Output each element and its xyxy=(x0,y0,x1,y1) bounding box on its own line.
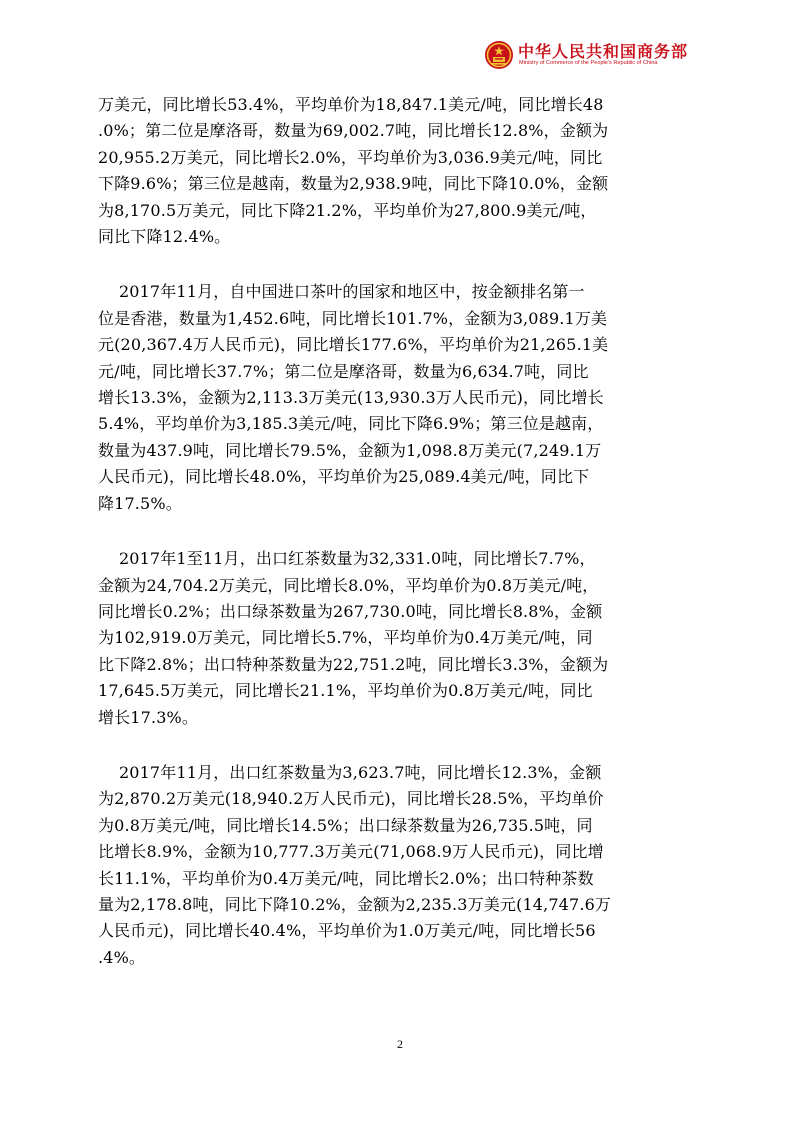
text-line: 增长17.3%。 xyxy=(98,707,199,727)
text-line: 20,955.2万美元，同比增长2.0%，平均单价为3,036.9美元/吨，同比 xyxy=(98,147,603,167)
text-line: 下降9.6%；第三位是越南，数量为2,938.9吨，同比下降10.0%，金额 xyxy=(98,174,609,194)
text-line: 长11.1%，平均单价为0.4万美元/吨，同比增长2.0%；出口特种茶数 xyxy=(98,868,594,888)
text-line: 2017年11月，自中国进口茶叶的国家和地区中，按金额排名第一 xyxy=(98,282,585,302)
ministry-name-en: Ministry of Commerce of the People's Republic of China xyxy=(519,60,658,66)
text-line: 位是香港，数量为1,452.6吨，同比增长101.7%，金额为3,089.1万美 xyxy=(98,308,608,328)
text-line: 元(20,367.4万人民币元)，同比增长177.6%，平均单价为21,265.1美 xyxy=(98,335,609,355)
text-line: 降17.5%。 xyxy=(98,493,182,513)
text-line: 17,645.5万美元，同比增长21.1%，平均单价为0.8万美元/吨，同比 xyxy=(98,681,593,701)
ministry-header xyxy=(484,38,714,74)
paragraph xyxy=(98,92,710,250)
text-line: 比增长8.9%，金额为10,777.3万美元(71,068.9万人民币元)，同比增 xyxy=(98,842,604,862)
document-body xyxy=(98,92,710,1000)
text-line: 元/吨，同比增长37.7%；第二位是摩洛哥，数量为6,634.7吨，同比 xyxy=(98,361,589,381)
text-line: 量为2,178.8吨，同比下降10.2%，金额为2,235.3万美元(14,747.6万 xyxy=(98,894,612,914)
text-line: 万美元，同比增长53.4%，平均单价为18,847.1美元/吨，同比增长48 xyxy=(98,95,604,114)
text-line: 同比下降12.4%。 xyxy=(98,227,231,247)
text-line: 同比增长0.2%；出口绿茶数量为267,730.0吨，同比增长8.8%，金额 xyxy=(98,601,603,621)
text-line: 人民币元)，同比增长40.4%，平均单价为1.0万美元/吨，同比增长56 xyxy=(98,921,596,941)
text-line: .4%。 xyxy=(98,947,146,967)
text-line: 为2,870.2万美元(18,940.2万人民币元)，同比增长28.5%，平均单价 xyxy=(98,789,604,809)
ministry-name-cn: 中华人民共和国商务部 xyxy=(518,42,689,61)
national-emblem-icon xyxy=(484,40,514,70)
text-line: .0%；第二位是摩洛哥，数量为69,002.7吨，同比增长12.8%，金额为 xyxy=(98,121,609,141)
paragraph xyxy=(98,546,710,731)
text-line: 为8,170.5万美元，同比下降21.2%，平均单价为27,800.9美元/吨， xyxy=(98,200,597,220)
text-line: 为102,919.0万美元，同比增长5.7%，平均单价为0.4万美元/吨，同 xyxy=(98,628,593,648)
text-line: 2017年11月，出口红茶数量为3,623.7吨，同比增长12.3%，金额 xyxy=(98,762,602,782)
page-number: 2 xyxy=(397,1037,403,1051)
text-line: 人民币元)，同比增长48.0%，平均单价为25,089.4美元/吨，同比下 xyxy=(98,467,590,487)
text-line: 5.4%，平均单价为3,185.3美元/吨，同比下降6.9%；第三位是越南， xyxy=(98,414,604,434)
text-line: 金额为24,704.2万美元，同比增长8.0%，平均单价为0.8万美元/吨， xyxy=(98,575,599,595)
text-line: 比下降2.8%；出口特种茶数量为22,751.2吨，同比增长3.3%，金额为 xyxy=(98,654,609,674)
text-line: 为0.8万美元/吨，同比增长14.5%；出口绿茶数量为26,735.5吨，同 xyxy=(98,815,593,835)
text-line: 增长13.3%，金额为2,113.3万美元(13,930.3万人民币元)，同比增长 xyxy=(98,388,604,408)
paragraph xyxy=(98,760,710,971)
text-line: 2017年1至11月，出口红茶数量为32,331.0吨，同比增长7.7%， xyxy=(98,549,596,569)
paragraph xyxy=(98,279,710,517)
text-line: 数量为437.9吨，同比增长79.5%，金额为1,098.8万美元(7,249.1万 xyxy=(98,440,602,460)
